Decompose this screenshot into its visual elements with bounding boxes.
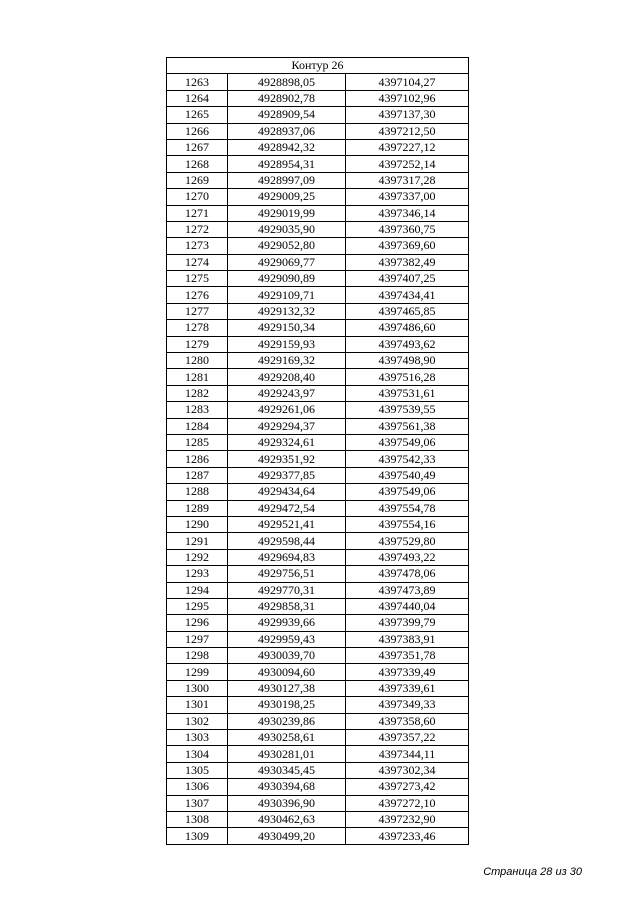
y-coordinate-cell: 4397227,12 — [346, 139, 469, 155]
y-coordinate-cell: 4397104,27 — [346, 74, 469, 90]
x-coordinate-cell: 4929324,61 — [228, 434, 346, 450]
table-row — [167, 156, 469, 172]
x-coordinate-cell: 4929169,32 — [228, 353, 346, 369]
point-number-cell: 1290 — [167, 516, 228, 532]
x-coordinate-cell: 4929132,32 — [228, 303, 346, 319]
y-coordinate-cell: 4397273,42 — [346, 779, 469, 795]
table-row — [167, 74, 469, 90]
x-coordinate-cell: 4930281,01 — [228, 746, 346, 762]
x-coordinate-cell: 4929694,83 — [228, 549, 346, 565]
y-coordinate-cell: 4397493,22 — [346, 549, 469, 565]
x-coordinate-cell: 4930394,68 — [228, 779, 346, 795]
y-coordinate-cell: 4397232,90 — [346, 811, 469, 827]
x-coordinate-cell: 4928902,78 — [228, 90, 346, 106]
y-coordinate-cell: 4397383,91 — [346, 631, 469, 647]
table-row — [167, 811, 469, 827]
x-coordinate-cell: 4928898,05 — [228, 74, 346, 90]
table-row — [167, 664, 469, 680]
table-row — [167, 648, 469, 664]
y-coordinate-cell: 4397407,25 — [346, 271, 469, 287]
y-coordinate-cell: 4397346,14 — [346, 205, 469, 221]
point-number-cell: 1293 — [167, 566, 228, 582]
x-coordinate-cell: 4929939,66 — [228, 615, 346, 631]
x-coordinate-cell: 4929858,31 — [228, 598, 346, 614]
point-number-cell: 1308 — [167, 811, 228, 827]
coordinates-body — [167, 74, 469, 844]
y-coordinate-cell: 4397540,49 — [346, 467, 469, 483]
table-row — [167, 402, 469, 418]
point-number-cell: 1292 — [167, 549, 228, 565]
table-row — [167, 353, 469, 369]
point-number-cell: 1283 — [167, 402, 228, 418]
point-number-cell: 1276 — [167, 287, 228, 303]
x-coordinate-cell: 4929598,44 — [228, 533, 346, 549]
table-row — [167, 697, 469, 713]
table-row — [167, 615, 469, 631]
y-coordinate-cell: 4397358,60 — [346, 713, 469, 729]
x-coordinate-cell: 4929052,80 — [228, 238, 346, 254]
point-number-cell: 1309 — [167, 828, 228, 844]
table-row — [167, 172, 469, 188]
x-coordinate-cell: 4929434,64 — [228, 484, 346, 500]
x-coordinate-cell: 4928909,54 — [228, 107, 346, 123]
y-coordinate-cell: 4397549,06 — [346, 434, 469, 450]
point-number-cell: 1294 — [167, 582, 228, 598]
x-coordinate-cell: 4929521,41 — [228, 516, 346, 532]
point-number-cell: 1267 — [167, 139, 228, 155]
table-row — [167, 336, 469, 352]
x-coordinate-cell: 4930499,20 — [228, 828, 346, 844]
y-coordinate-cell: 4397531,61 — [346, 385, 469, 401]
x-coordinate-cell: 4929959,43 — [228, 631, 346, 647]
point-number-cell: 1295 — [167, 598, 228, 614]
y-coordinate-cell: 4397349,33 — [346, 697, 469, 713]
point-number-cell: 1288 — [167, 484, 228, 500]
table-row — [167, 189, 469, 205]
table-row — [167, 779, 469, 795]
y-coordinate-cell: 4397486,60 — [346, 320, 469, 336]
point-number-cell: 1270 — [167, 189, 228, 205]
table-row — [167, 582, 469, 598]
y-coordinate-cell: 4397516,28 — [346, 369, 469, 385]
point-number-cell: 1300 — [167, 680, 228, 696]
table-row — [167, 566, 469, 582]
y-coordinate-cell: 4397339,49 — [346, 664, 469, 680]
y-coordinate-cell: 4397478,06 — [346, 566, 469, 582]
y-coordinate-cell: 4397337,00 — [346, 189, 469, 205]
point-number-cell: 1285 — [167, 434, 228, 450]
point-number-cell: 1275 — [167, 271, 228, 287]
table-row — [167, 713, 469, 729]
x-coordinate-cell: 4930198,25 — [228, 697, 346, 713]
table-row — [167, 762, 469, 778]
contour-title: Контур 26 — [167, 58, 469, 74]
point-number-cell: 1287 — [167, 467, 228, 483]
point-number-cell: 1280 — [167, 353, 228, 369]
x-coordinate-cell: 4929243,97 — [228, 385, 346, 401]
x-coordinate-cell: 4930396,90 — [228, 795, 346, 811]
y-coordinate-cell: 4397137,30 — [346, 107, 469, 123]
table-row — [167, 418, 469, 434]
table-row — [167, 434, 469, 450]
y-coordinate-cell: 4397529,80 — [346, 533, 469, 549]
page-number: Страница 28 из 30 — [483, 866, 582, 878]
x-coordinate-cell: 4929351,92 — [228, 451, 346, 467]
x-coordinate-cell: 4930094,60 — [228, 664, 346, 680]
point-number-cell: 1297 — [167, 631, 228, 647]
point-number-cell: 1269 — [167, 172, 228, 188]
table-row — [167, 631, 469, 647]
y-coordinate-cell: 4397302,34 — [346, 762, 469, 778]
table-row — [167, 205, 469, 221]
y-coordinate-cell: 4397554,78 — [346, 500, 469, 516]
table-title-row — [167, 58, 469, 74]
table-row — [167, 287, 469, 303]
x-coordinate-cell: 4929150,34 — [228, 320, 346, 336]
x-coordinate-cell: 4929261,06 — [228, 402, 346, 418]
y-coordinate-cell: 4397233,46 — [346, 828, 469, 844]
table-row — [167, 107, 469, 123]
table-row — [167, 238, 469, 254]
x-coordinate-cell: 4929159,93 — [228, 336, 346, 352]
table-row — [167, 746, 469, 762]
x-coordinate-cell: 4929019,99 — [228, 205, 346, 221]
x-coordinate-cell: 4929294,37 — [228, 418, 346, 434]
point-number-cell: 1304 — [167, 746, 228, 762]
point-number-cell: 1274 — [167, 254, 228, 270]
y-coordinate-cell: 4397344,11 — [346, 746, 469, 762]
y-coordinate-cell: 4397549,06 — [346, 484, 469, 500]
x-coordinate-cell: 4929377,85 — [228, 467, 346, 483]
point-number-cell: 1301 — [167, 697, 228, 713]
x-coordinate-cell: 4928954,31 — [228, 156, 346, 172]
y-coordinate-cell: 4397554,16 — [346, 516, 469, 532]
point-number-cell: 1272 — [167, 221, 228, 237]
point-number-cell: 1303 — [167, 730, 228, 746]
table-row — [167, 385, 469, 401]
point-number-cell: 1264 — [167, 90, 228, 106]
y-coordinate-cell: 4397339,61 — [346, 680, 469, 696]
point-number-cell: 1306 — [167, 779, 228, 795]
point-number-cell: 1278 — [167, 320, 228, 336]
x-coordinate-cell: 4929756,51 — [228, 566, 346, 582]
x-coordinate-cell: 4928942,32 — [228, 139, 346, 155]
point-number-cell: 1268 — [167, 156, 228, 172]
y-coordinate-cell: 4397561,38 — [346, 418, 469, 434]
table-row — [167, 271, 469, 287]
table-row — [167, 221, 469, 237]
y-coordinate-cell: 4397102,96 — [346, 90, 469, 106]
y-coordinate-cell: 4397252,14 — [346, 156, 469, 172]
point-number-cell: 1279 — [167, 336, 228, 352]
y-coordinate-cell: 4397317,28 — [346, 172, 469, 188]
y-coordinate-cell: 4397440,04 — [346, 598, 469, 614]
table-row — [167, 533, 469, 549]
point-number-cell: 1273 — [167, 238, 228, 254]
point-number-cell: 1307 — [167, 795, 228, 811]
table-row — [167, 451, 469, 467]
point-number-cell: 1282 — [167, 385, 228, 401]
point-number-cell: 1302 — [167, 713, 228, 729]
y-coordinate-cell: 4397498,90 — [346, 353, 469, 369]
table-row — [167, 369, 469, 385]
point-number-cell: 1271 — [167, 205, 228, 221]
x-coordinate-cell: 4930345,45 — [228, 762, 346, 778]
table-row — [167, 795, 469, 811]
y-coordinate-cell: 4397351,78 — [346, 648, 469, 664]
x-coordinate-cell: 4930462,63 — [228, 811, 346, 827]
point-number-cell: 1291 — [167, 533, 228, 549]
y-coordinate-cell: 4397399,79 — [346, 615, 469, 631]
table-row — [167, 320, 469, 336]
y-coordinate-cell: 4397493,62 — [346, 336, 469, 352]
coordinates-table — [166, 57, 469, 845]
x-coordinate-cell: 4929069,77 — [228, 254, 346, 270]
x-coordinate-cell: 4928937,06 — [228, 123, 346, 139]
y-coordinate-cell: 4397382,49 — [346, 254, 469, 270]
x-coordinate-cell: 4930239,86 — [228, 713, 346, 729]
table-row — [167, 500, 469, 516]
x-coordinate-cell: 4928997,09 — [228, 172, 346, 188]
x-coordinate-cell: 4929770,31 — [228, 582, 346, 598]
table-row — [167, 467, 469, 483]
x-coordinate-cell: 4930258,61 — [228, 730, 346, 746]
table-row — [167, 598, 469, 614]
point-number-cell: 1299 — [167, 664, 228, 680]
x-coordinate-cell: 4930127,38 — [228, 680, 346, 696]
table-row — [167, 139, 469, 155]
y-coordinate-cell: 4397465,85 — [346, 303, 469, 319]
x-coordinate-cell: 4929090,89 — [228, 271, 346, 287]
y-coordinate-cell: 4397473,89 — [346, 582, 469, 598]
point-number-cell: 1298 — [167, 648, 228, 664]
x-coordinate-cell: 4929109,71 — [228, 287, 346, 303]
point-number-cell: 1296 — [167, 615, 228, 631]
point-number-cell: 1284 — [167, 418, 228, 434]
table-row — [167, 828, 469, 844]
point-number-cell: 1277 — [167, 303, 228, 319]
point-number-cell: 1266 — [167, 123, 228, 139]
table-row — [167, 549, 469, 565]
x-coordinate-cell: 4929208,40 — [228, 369, 346, 385]
x-coordinate-cell: 4929472,54 — [228, 500, 346, 516]
table-row — [167, 303, 469, 319]
x-coordinate-cell: 4929009,25 — [228, 189, 346, 205]
point-number-cell: 1281 — [167, 369, 228, 385]
y-coordinate-cell: 4397212,50 — [346, 123, 469, 139]
point-number-cell: 1305 — [167, 762, 228, 778]
y-coordinate-cell: 4397357,22 — [346, 730, 469, 746]
point-number-cell: 1289 — [167, 500, 228, 516]
y-coordinate-cell: 4397369,60 — [346, 238, 469, 254]
table-row — [167, 90, 469, 106]
point-number-cell: 1265 — [167, 107, 228, 123]
table-row — [167, 484, 469, 500]
table-row — [167, 680, 469, 696]
table-row — [167, 516, 469, 532]
y-coordinate-cell: 4397360,75 — [346, 221, 469, 237]
y-coordinate-cell: 4397539,55 — [346, 402, 469, 418]
table-row — [167, 123, 469, 139]
table-row — [167, 730, 469, 746]
point-number-cell: 1286 — [167, 451, 228, 467]
x-coordinate-cell: 4929035,90 — [228, 221, 346, 237]
y-coordinate-cell: 4397434,41 — [346, 287, 469, 303]
table-row — [167, 254, 469, 270]
y-coordinate-cell: 4397542,33 — [346, 451, 469, 467]
y-coordinate-cell: 4397272,10 — [346, 795, 469, 811]
point-number-cell: 1263 — [167, 74, 228, 90]
x-coordinate-cell: 4930039,70 — [228, 648, 346, 664]
